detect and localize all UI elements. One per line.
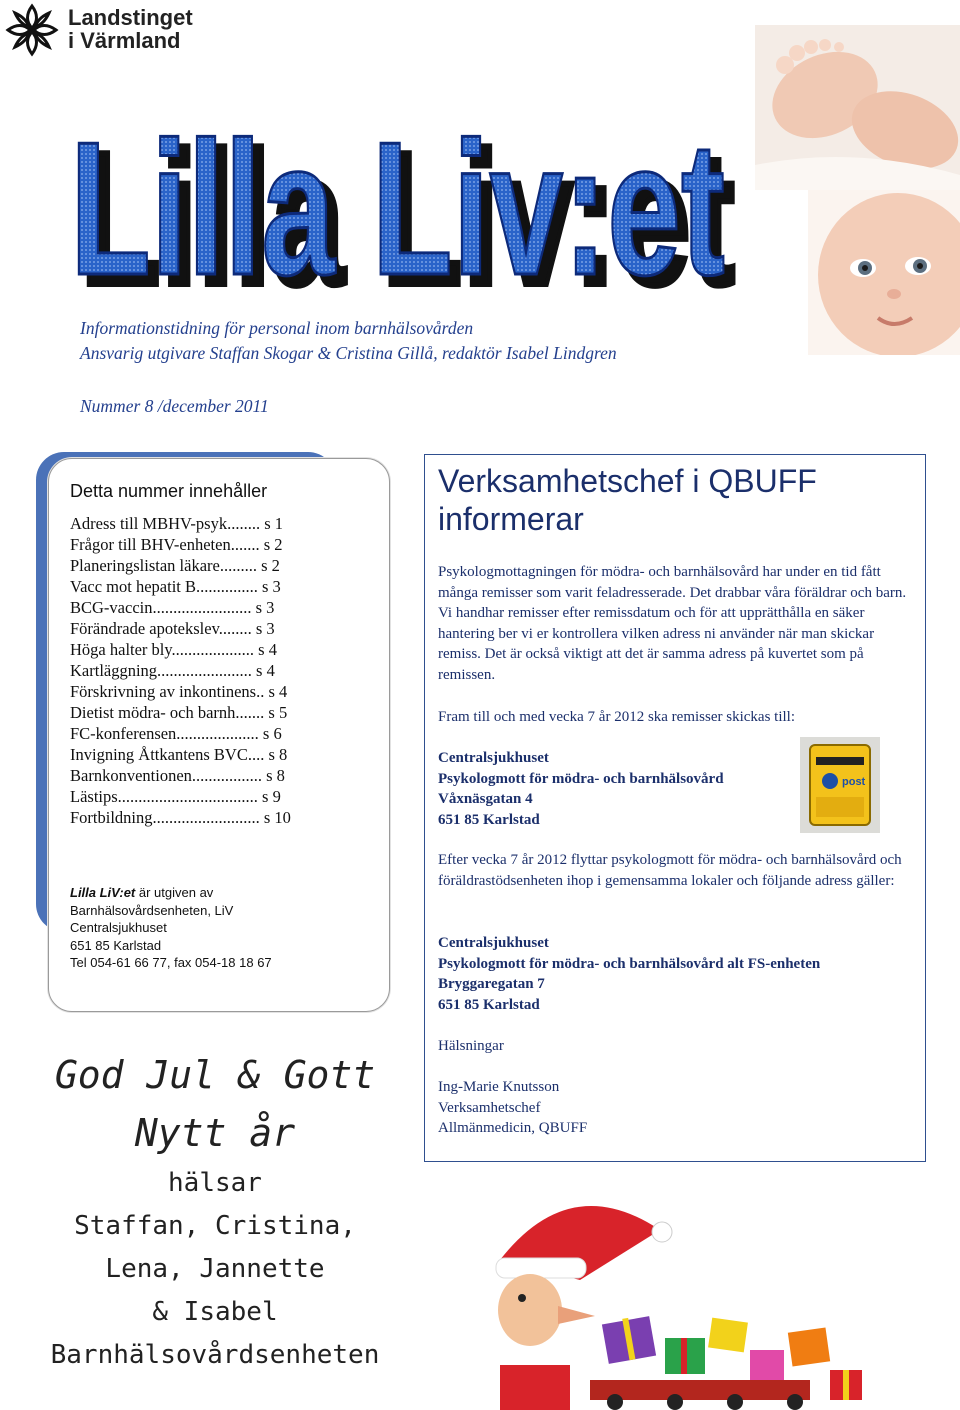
baby-face-photo: [808, 190, 960, 355]
signature: [438, 1077, 587, 1139]
intro-block: [80, 316, 617, 419]
toc-item: Förskrivning av inkontinens.. s 4: [70, 682, 288, 701]
signature-name: Ing-Marie Knutsson: [438, 1079, 560, 1095]
toc-item: Vacc mot hepatit B............... s 3: [70, 577, 281, 596]
address-after: [438, 933, 820, 1015]
logo-line2: i Värmland: [68, 28, 181, 53]
toc-item: Frågor till BHV-enheten....... s 2: [70, 535, 283, 554]
toc-item: Lästips.................................. s 9: [70, 787, 281, 806]
intro-line1: Informationstidning för personal inom barnhälsovården: [80, 318, 474, 338]
logo-wordmark: [68, 6, 193, 52]
toc-item: Planeringslistan läkare......... s 2: [70, 556, 280, 575]
toc-item: Dietist mödra- och barnh....... s 5: [70, 703, 288, 722]
logo: [4, 2, 214, 58]
article-title-line2: informerar: [438, 501, 584, 537]
publisher-line3: Centralsjukhuset: [70, 920, 167, 936]
article-paragraph-2: Fram till och med vecka 7 år 2012 ska remisser skickas till:: [438, 709, 795, 725]
signature-role: Verksamhetschef: [438, 1099, 541, 1116]
address-line: 651 85 Karlstad: [438, 811, 540, 828]
mailbox-label: post: [842, 776, 866, 788]
address-line: Våxnäsgatan 4: [438, 791, 533, 808]
toc-heading: Detta nummer innehåller: [70, 481, 268, 501]
greeting-line5: Lena, Jannette: [105, 1254, 325, 1284]
intro-line2: Ansvarig utgivare Staffan Skogar & Cristina Gillå, redaktör Isabel Lindgren: [80, 343, 617, 363]
toc-item: Kartläggning....................... s 4: [70, 661, 275, 680]
toc-item: FC-konferensen.................... s 6: [70, 724, 282, 743]
address-line: Bryggaregatan 7: [438, 976, 545, 993]
toc-item: Barnkonventionen................. s 8: [70, 766, 285, 785]
article-paragraph-3: Efter vecka 7 år 2012 flyttar psykologmott för mödra- och barnhälsovård och föräldrastödsenheten ihop i gemensamma lokaler och följande adress gäller:: [438, 852, 902, 889]
article-paragraph-1: Psykologmottagningen för mödra- och barnhälsovård har under en tid fått många remisser som varit feladresserade. Det drabbar våra föräldrar och barn. Vi handhar remisser efter remissdatum och för att upprätthålla en säker hantering ber vi er kontrollera vilken adress ni använder när man skickar remiss. Det är också viktigt att det är samma adress på kuvertet som på remissen.: [438, 564, 907, 683]
greeting: Hälsningar: [438, 1038, 504, 1054]
greeting-line3: hälsar: [168, 1168, 262, 1198]
issue-number: Nummer 8 /december 2011: [80, 396, 269, 416]
publisher-line4: 651 85 Karlstad: [70, 937, 162, 953]
mailbox-photo: [800, 737, 880, 833]
toc-item: Förändrade apotekslev........ s 3: [70, 619, 275, 638]
address-line: Psykologmott för mödra- och barnhälsovård: [438, 770, 724, 787]
christmas-greeting: [20, 1046, 410, 1377]
address-line: 651 85 Karlstad: [438, 996, 540, 1013]
toc-item: BCG-vaccin........................ s 3: [70, 598, 275, 617]
greeting-line4: Staffan, Cristina,: [74, 1211, 356, 1241]
article-title-line1: Verksamhetschef i QBUFF: [438, 463, 817, 499]
publisher-line5: Tel 054-61 66 77, fax 054-18 18 67: [70, 955, 272, 971]
masthead-title-text: Lilla Liv:et: [70, 103, 725, 300]
greeting-line2: Nytt år: [134, 1111, 296, 1155]
toc-item: Adress till MBHV-psyk........ s 1: [70, 514, 283, 533]
address-line: Centralsjukhuset: [438, 935, 549, 951]
address-line: Centralsjukhuset: [438, 750, 549, 766]
greeting-line6: & Isabel: [152, 1297, 278, 1327]
santa-illustration: [430, 1170, 870, 1410]
signature-unit: Allmänmedicin, QBUFF: [438, 1120, 588, 1137]
publisher-name: Lilla LiV:et: [70, 885, 136, 900]
greeting-line1: God Jul & Gott: [54, 1053, 376, 1097]
toc-list: [70, 513, 291, 828]
article-title: [438, 462, 817, 538]
greeting-line7: Barnhälsovårdsenheten: [50, 1340, 380, 1370]
publisher-line2: Barnhälsovårdsenheten, LiV: [70, 902, 234, 918]
toc-item: Höga halter bly.................... s 4: [70, 640, 277, 659]
flower-logo-icon: [4, 2, 60, 58]
address-before: [438, 748, 724, 830]
address-line: Psykologmott för mödra- och barnhälsovård alt FS-enheten: [438, 955, 821, 972]
baby-feet-photo: [755, 25, 960, 190]
logo-line1: Landstinget: [68, 5, 193, 30]
masthead-title: [64, 100, 764, 300]
publisher-info: [70, 884, 272, 972]
toc-item: Invigning Åttkantens BVC.... s 8: [70, 745, 288, 764]
publisher-rest: är utgiven av: [135, 885, 214, 900]
masthead-title-shadow: Lilla Liv:et: [80, 113, 735, 300]
toc-item: Fortbildning.......................... s 10: [70, 808, 291, 827]
